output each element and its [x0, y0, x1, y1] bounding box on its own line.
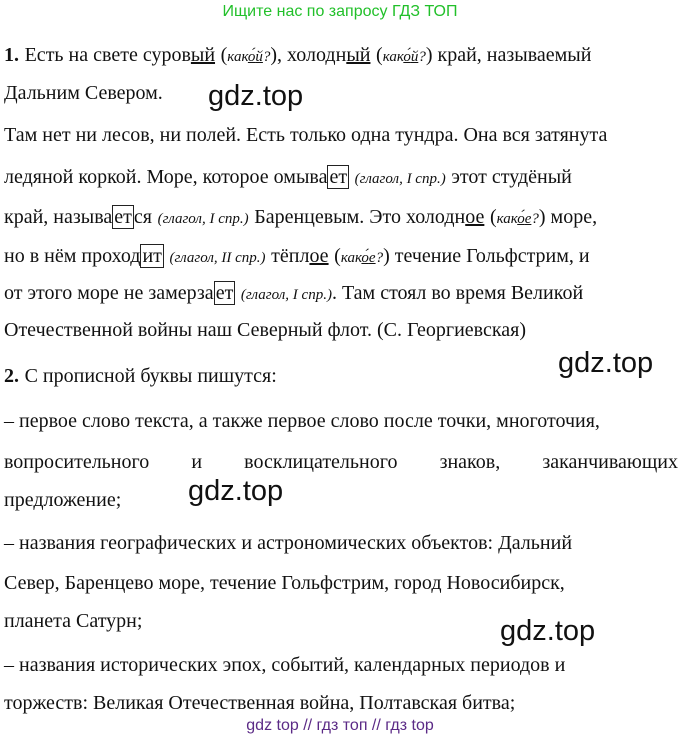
question-note: како́е?: [496, 211, 539, 227]
task2-line-8: – названия исторических эпох, событий, календарных периодов и: [4, 654, 566, 676]
task1-line-3: Там нет ни лесов, ни полей. Есть только одна тундра. Она вся затянута: [4, 124, 608, 146]
task2-line-2: – первое слово текста, а также первое слово после точки, многоточия,: [4, 410, 600, 432]
task1-line-6: но в нём проход ит (глагол, II спр.) тёплое (како́е?) течение Гольфстрим, и: [4, 245, 590, 267]
text: (: [220, 44, 228, 66]
watermark: gdz.top: [554, 346, 657, 380]
watermark: gdz.top: [204, 79, 307, 113]
grammar-note: (глагол, II спр.): [169, 250, 266, 266]
task2-line-4: предложение;: [4, 489, 122, 511]
grammar-note: (глагол, I спр.): [157, 211, 249, 227]
ending-box: ет: [215, 282, 234, 304]
top-banner: Ищите нас по запросу ГДЗ ТОП: [222, 3, 458, 20]
question-note: како́е?: [340, 250, 384, 266]
watermark: gdz.top: [184, 474, 287, 508]
task2-line-9: торжеств: Великая Отечественная война, Полтавская битва;: [4, 692, 516, 714]
watermark: gdz.top: [496, 614, 599, 648]
question-note: како́й?: [227, 49, 271, 65]
task2-line-7: планета Сатурн;: [4, 610, 143, 632]
task-number: 2.: [4, 365, 19, 387]
grammar-note: (глагол, I спр.): [354, 171, 446, 187]
text: ), холодн: [270, 44, 347, 66]
grammar-note: (глагол, I спр.): [240, 287, 332, 303]
task1-line-7: от этого море не замерза ет (глагол, I спр.). Там стоял во время Великой: [4, 282, 584, 304]
ending-box: ет: [114, 206, 132, 228]
ending-box: ит: [142, 245, 162, 267]
text: ) край, называемый: [425, 44, 592, 66]
ending-box: ет: [329, 166, 348, 188]
task2-line-3: вопросительного и восклицательного знаков, заканчивающих: [4, 451, 678, 473]
task2-line-1: 2. С прописной буквы пишутся:: [4, 365, 277, 387]
task1-line-4: ледяной коркой. Море, которое омыва ет (глагол, I спр.) этот студёный: [4, 166, 572, 188]
task2-line-5: – названия географических и астрономических объектов: Дальний: [4, 532, 573, 554]
task1-line-1: [4, 42, 678, 70]
text: Есть на свете суров: [24, 44, 191, 66]
ending: ый: [346, 44, 371, 66]
task1-line-8: Отечественной войны наш Северный флот. (С. Георгиевская): [4, 319, 527, 341]
task1-line-5: край, называ ет ся (глагол, I спр.) Баренцевым. Это холодное (како́е?) море,: [4, 206, 598, 228]
bottom-banner: gdz top // гдз топ // гдз top: [246, 717, 434, 734]
task2-line-6: Север, Баренцево море, течение Гольфстрим, город Новосибирск,: [4, 572, 565, 594]
ending: ый: [190, 44, 216, 66]
question-note: како́й?: [382, 49, 426, 65]
text: (: [376, 44, 383, 66]
task-number: 1.: [4, 44, 19, 66]
task1-line-2: Дальним Севером.: [4, 82, 163, 104]
